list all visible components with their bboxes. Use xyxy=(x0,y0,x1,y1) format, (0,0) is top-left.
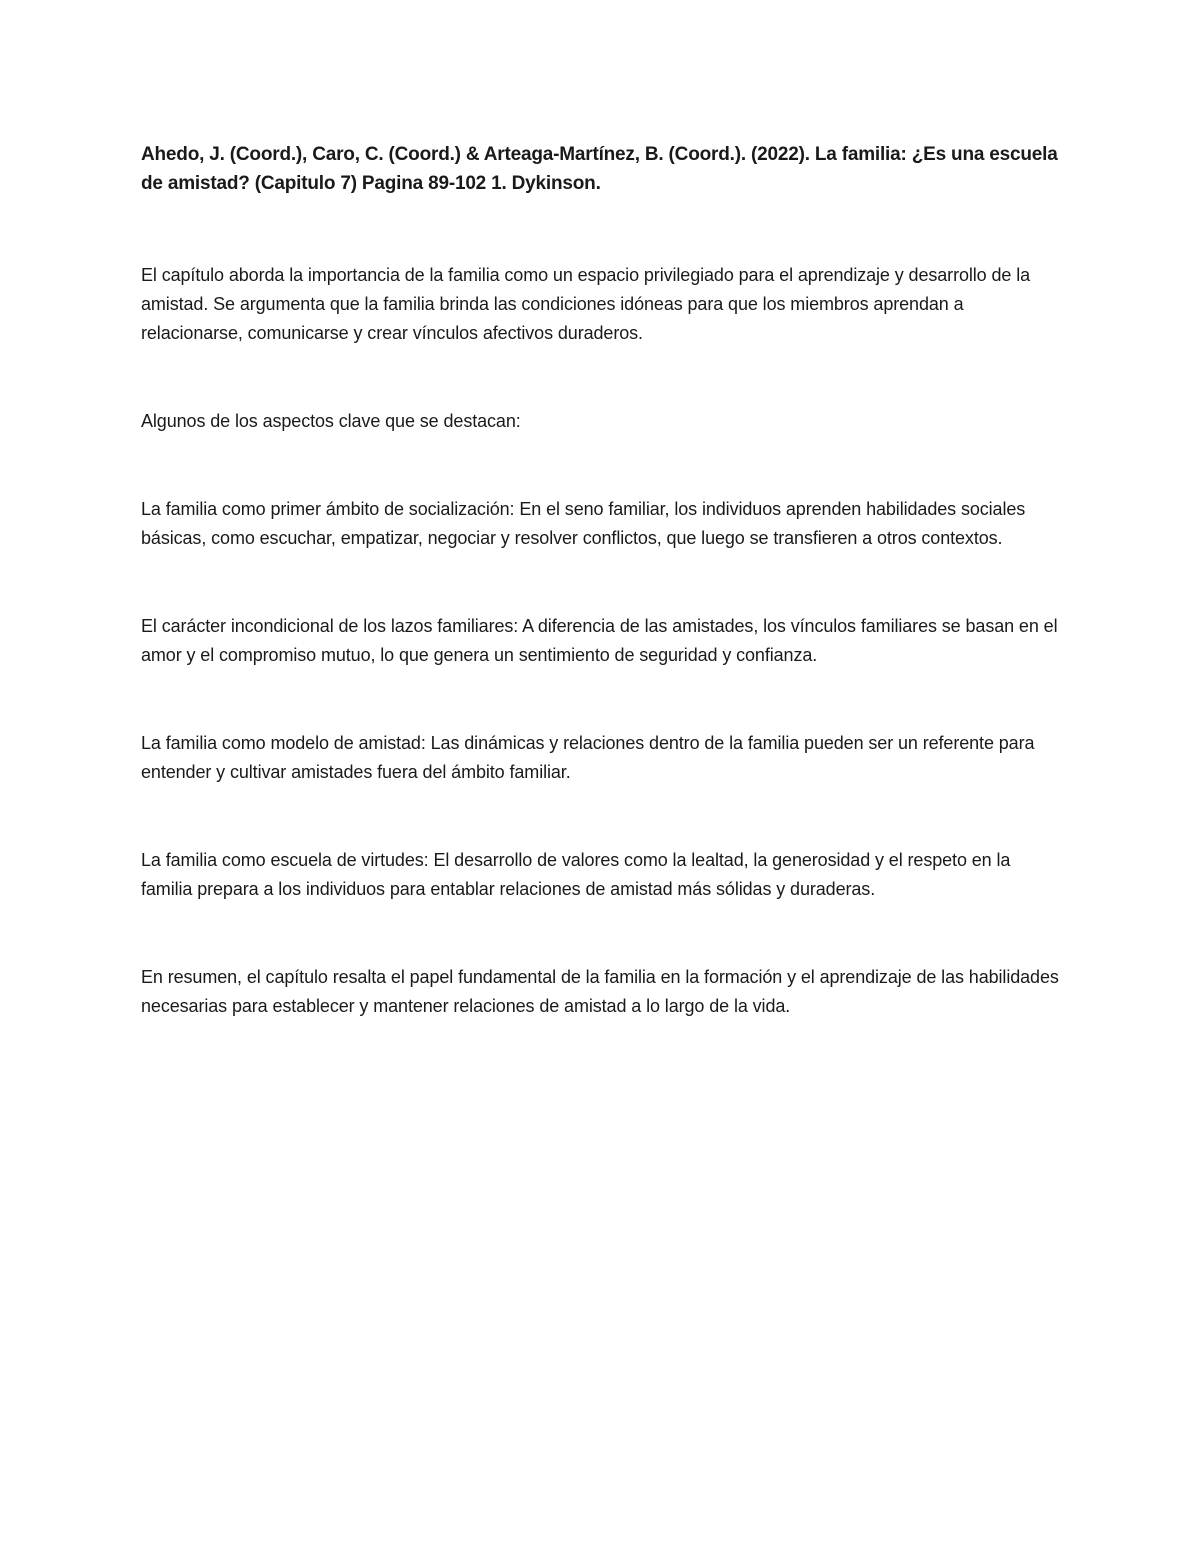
key-aspect-paragraph: El carácter incondicional de los lazos familiares: A diferencia de las amistades, los vínculos familiares se basan en el amor y el compromiso mutuo, lo que genera un sentimiento de seguridad y confianza. xyxy=(141,616,1058,665)
key-aspect-paragraph: La familia como escuela de virtudes: El desarrollo de valores como la lealtad, la generosidad y el respeto en la familia prepara a los individuos para entablar relaciones de amistad más sólidas y duraderas. xyxy=(141,850,1011,899)
citation-heading: Ahedo, J. (Coord.), Caro, C. (Coord.) & Arteaga-Martínez, B. (Coord.). (2022). La familia: ¿Es una escuela de amistad? (Capitulo 7) Pagina 89-102 1. Dykinson. xyxy=(141,144,1058,194)
summary-paragraph: El capítulo aborda la importancia de la familia como un espacio privilegiado para el aprendizaje y desarrollo de la amistad. Se argumenta que la familia brinda las condiciones idóneas para que los miembros aprendan a relacionarse, comunicarse y crear vínculos afectivos duraderos. xyxy=(141,265,1031,343)
conclusion-paragraph: En resumen, el capítulo resalta el papel fundamental de la familia en la formación y el aprendizaje de las habilidades necesarias para establecer y mantener relaciones de amistad a lo largo de la vida. xyxy=(141,967,1059,1016)
key-aspect-paragraph: La familia como modelo de amistad: Las dinámicas y relaciones dentro de la familia pueden ser un referente para entender y cultivar amistades fuera del ámbito familiar. xyxy=(141,733,1035,782)
key-aspects-intro: Algunos de los aspectos clave que se destacan: xyxy=(141,411,521,431)
key-aspect-paragraph: La familia como primer ámbito de socialización: En el seno familiar, los individuos aprenden habilidades sociales básicas, como escuchar, empatizar, negociar y resolver conflictos, que luego se transfieren a otros contextos. xyxy=(141,499,1026,548)
document-body xyxy=(141,140,1061,1021)
